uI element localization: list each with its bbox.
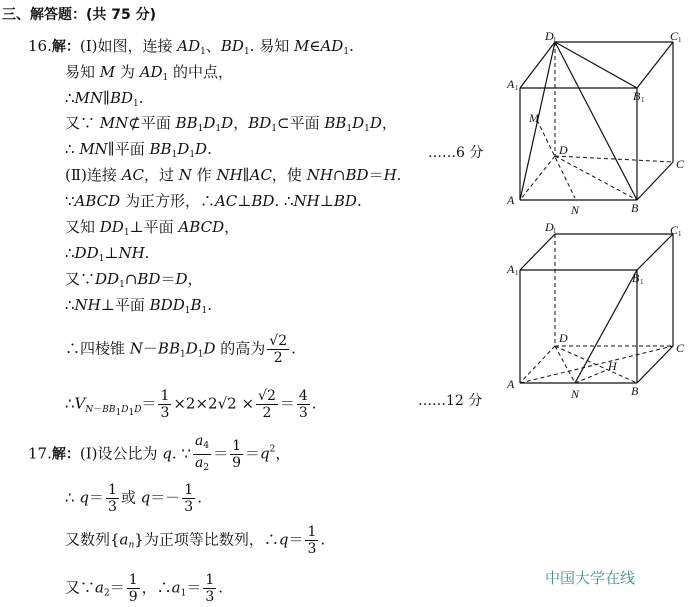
q16-solve-label: 解：	[51, 39, 80, 55]
svg-text:1: 1	[678, 36, 682, 44]
label2-D: D	[559, 331, 568, 345]
q16-part1-label: (Ⅰ)	[79, 37, 98, 55]
label-A1: A	[507, 77, 515, 91]
q16-line-11: ∴NH⊥平面 $BDD_1B_1$.	[65, 296, 212, 316]
q17-line-4: 又$\because a_2=$ $\frac{1}{9}$ ，$\therefore a_1=$ $\frac{1}{3}$ .	[65, 572, 224, 605]
q16-line-5: ∴ MN∥平面 $BB_1D_1D$.	[65, 140, 212, 160]
label2-D1: D	[545, 220, 554, 234]
label2-H: H	[608, 359, 617, 373]
label-C: C	[676, 157, 685, 171]
q17-part1-label: (Ⅰ)	[79, 444, 98, 463]
q16-score-1: ……6 分	[428, 145, 484, 161]
q16-line-2: 易知 M 为 $AD_1$ 的中点，	[65, 63, 234, 83]
label2-B: B	[631, 384, 639, 398]
svg-text:1: 1	[640, 278, 644, 286]
label2-C: C	[676, 341, 685, 355]
q16-line-13: $\therefore V_{N-BB_1D_1D}=$ $\frac{1}{3}$ ×2×2√2 × $\frac{√2}{2}$ ＝ $\frac{4}{3}$ .	[65, 388, 317, 421]
q16-line-10: 又$\because DD_1\cap BD=D$，	[65, 270, 203, 290]
section-header: 三、解答题：(共 75 分)	[2, 7, 157, 23]
q16-number: 16.	[28, 37, 52, 55]
label-N: N	[571, 203, 580, 217]
watermark: 中国大学在线	[545, 569, 636, 587]
label-B: B	[631, 201, 639, 215]
label2-A: A	[507, 377, 515, 391]
q16-line-4: 又∵ MN⊄平面 $BB_1D_1D$，$BD_1\subset$平面 $BB_1D_1D$，	[65, 114, 397, 134]
q17-line-1: 17.解：(Ⅰ)设公比为 q. ∵ $\frac{a_4}{a_2}$ ＝ $\frac{1}{9}$ $=q^2$，	[28, 433, 291, 473]
q16-line-1: 16.解：(Ⅰ)如图，连接 $AD_1$、$BD_1$. 易知 $M\in AD_1$.	[28, 37, 354, 57]
label2-B1: B	[632, 271, 640, 285]
label-M: M	[529, 111, 539, 125]
q17-line-2: ∴ q＝ $\frac{1}{3}$ 或 q＝－ $\frac{1}{3}$ .	[65, 482, 202, 515]
q17-solve-label: 解：	[51, 446, 80, 463]
svg-text:1: 1	[641, 96, 645, 104]
q16-line-6: (Ⅱ)连接 AC，过 N 作 NH∥AC，使 NH∩BD＝H.	[65, 166, 402, 184]
label-A: A	[507, 193, 515, 207]
q17-line-3: 又数列$\{a_n\}$为正项等比数列，∴q＝ $\frac{1}{3}$ .	[65, 524, 326, 557]
q16-line-9: $\therefore DD_1\perp NH$.	[65, 244, 150, 264]
q16-line-7: ∵ABCD 为正方形，∴AC⊥BD. ∴NH⊥BD.	[65, 192, 362, 210]
label-D1: D	[545, 29, 554, 43]
svg-text:1: 1	[678, 230, 682, 238]
q16-part2-label: (Ⅱ)	[65, 166, 87, 184]
q16-line-12: ∴四棱锥 $N-BB_1D_1D$ 的高为 $\frac{√2}{2}$ .	[65, 333, 296, 366]
q16-line-3: $\therefore MN\parallel BD_1$.	[65, 89, 144, 109]
label2-C1: C	[670, 223, 679, 237]
label-D: D	[559, 143, 568, 157]
q16-line-8: 又知 $DD_1\perp$平面 ABCD，	[65, 218, 240, 238]
cube-figure-2	[495, 218, 690, 403]
svg-text:1: 1	[553, 36, 557, 44]
svg-text:1: 1	[515, 269, 519, 277]
label2-A1: A	[507, 262, 515, 276]
label-C1: C	[670, 29, 679, 43]
label-B1: B	[633, 89, 641, 103]
label2-N: N	[571, 387, 580, 401]
svg-text:1: 1	[515, 84, 519, 92]
svg-text:1: 1	[553, 227, 557, 235]
q17-number: 17.	[28, 444, 52, 463]
cube-figure-1	[495, 28, 690, 218]
q16-score-2: ……12 分	[418, 393, 483, 409]
